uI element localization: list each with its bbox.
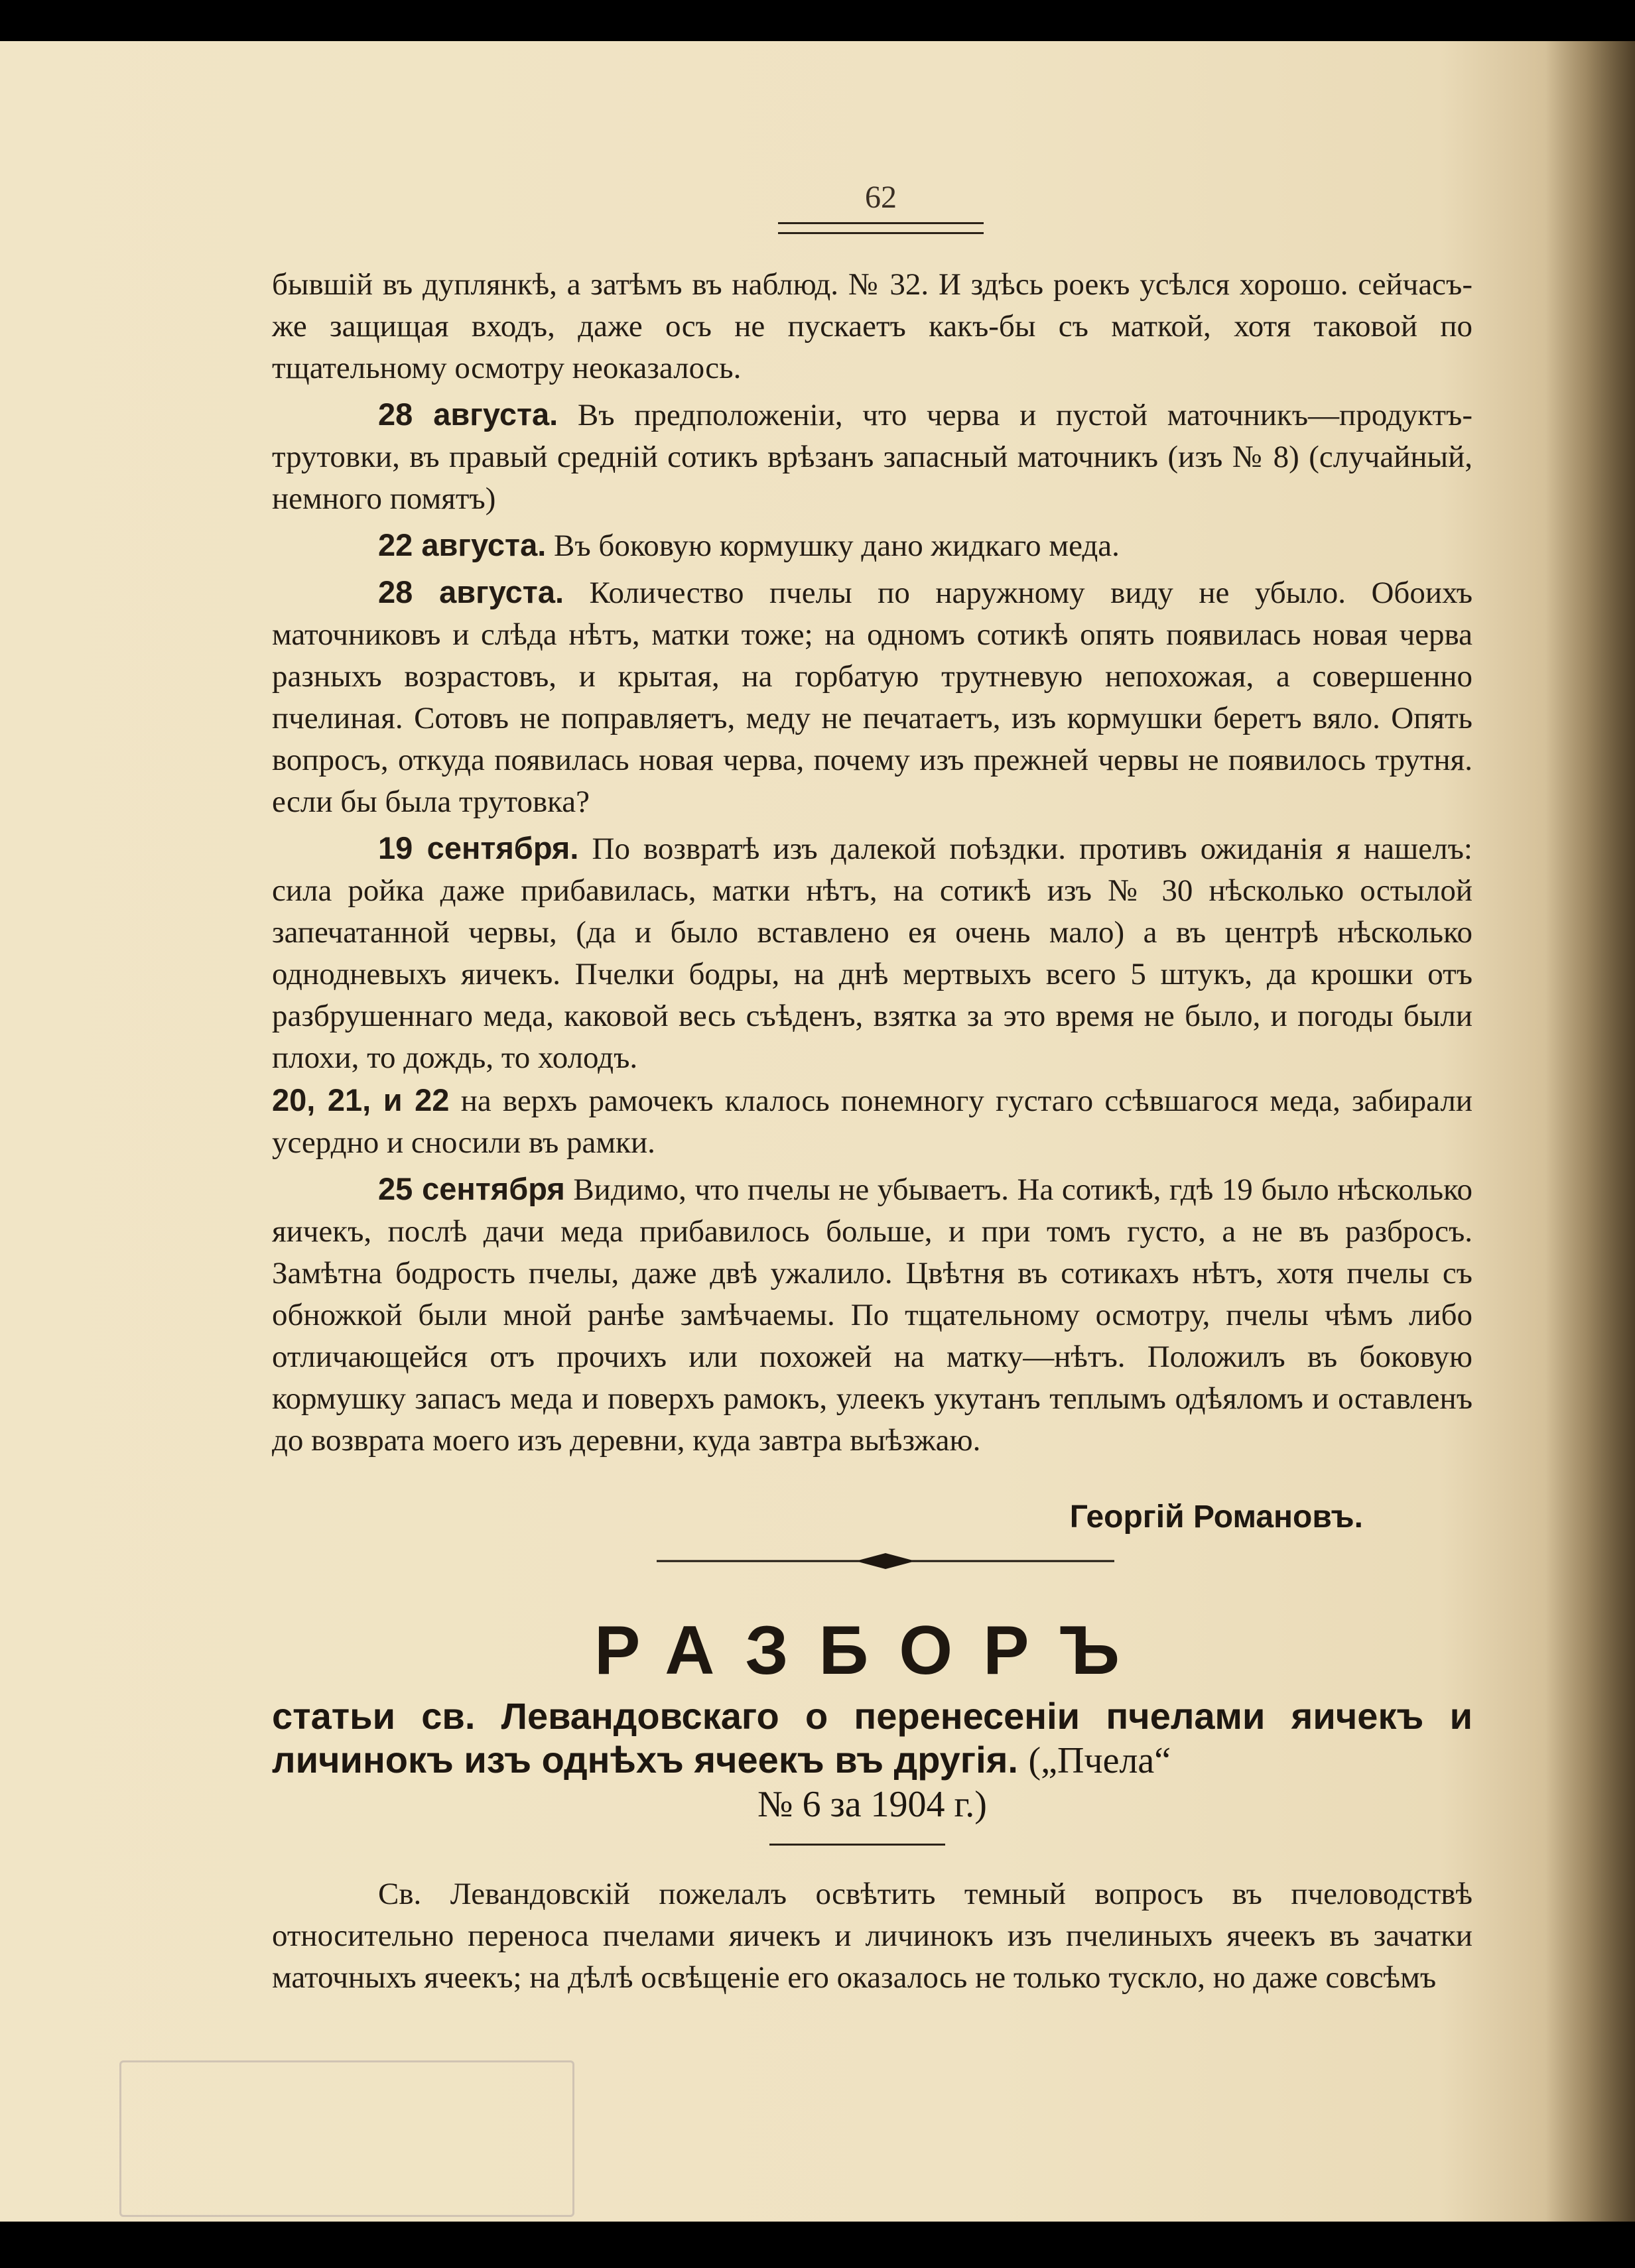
- paragraph: [272, 524, 1472, 567]
- paragraph-text: Въ боковую кормушку дано жидкаго меда.: [554, 529, 1120, 563]
- page-edge-shadow: [1545, 41, 1635, 2222]
- paragraph: [272, 1079, 1472, 1164]
- subtitle-source: („Пчела“: [1028, 1740, 1171, 1781]
- page-number: 62: [865, 180, 897, 215]
- faded-library-stamp: [119, 2060, 574, 2217]
- subtitle-issue: № 6 за 1904 г.): [757, 1784, 987, 1825]
- paragraph: [272, 264, 1472, 389]
- article-body: [272, 1873, 1472, 1999]
- paragraph: [272, 1168, 1472, 1462]
- article-paragraph: Св. Левандовскій пожелалъ освѣтить темный вопросъ въ пчеловодствѣ относительно переноса пчелами яичекъ и личинокъ изъ пчелиныхъ ячеекъ въ зачатки маточныхъ ячеекъ; на дѣлѣ освѣщеніе его оказалось не только тускло, но даже совсѣмъ: [272, 1877, 1472, 1995]
- entry-date: 28 августа.: [378, 397, 558, 432]
- paragraph-text: Количество пчелы по наружному виду не убыло. Обоихъ маточниковъ и слѣда нѣтъ, матки тоже; на одномъ сотикѣ опять появилась новая черва разныхъ возрастовъ, и крытая, на горбатую трутневую непохожая, а совершенно пчелиная. Сотовъ не поправляетъ, меду не печатаетъ, изъ кормушки беретъ вяло. Опять вопросъ, откуда появилась новая черва, почему изъ прежней червы не появилось трутня. если бы была трутовка?: [272, 576, 1472, 819]
- author-signature: Георгій Романовъ.: [1069, 1499, 1363, 1535]
- diamond-rule-ornament: [657, 1548, 1114, 1574]
- section-subtitle: [272, 1694, 1472, 1826]
- section-title: РАЗБОРЪ: [594, 1612, 1150, 1689]
- subtitle-main: статьи св. Левандовскаго о перенесеніи пчелами яичекъ и личинокъ изъ однѣхъ ячеекъ въ другія.: [272, 1695, 1472, 1781]
- paragraph-text: на верхъ рамочекъ клалось понемногу густаго ссѣвшагося меда, забирали усердно и сносили въ рамки.: [272, 1084, 1472, 1160]
- entry-date: 28 августа.: [378, 574, 564, 609]
- paragraph: [272, 393, 1472, 520]
- entry-date: 19 сентября.: [378, 830, 579, 865]
- entry-date: 20, 21, и 22: [272, 1082, 450, 1117]
- paragraph-text: По возвратѣ изъ далекой поѣздки. противъ ожиданія я нашелъ: сила ройка даже прибавилась, матки нѣтъ, на сотикѣ изъ № 30 нѣсколько остылой запечатанной червы, (да и было вставлено ея очень мало) а въ центрѣ нѣсколько однодневыхъ яичекъ. Пчелки бодры, на днѣ мертвыхъ всего 5 штукъ, да крошки отъ разбрушеннаго меда, каковой весь съѣденъ, взятка за это время не было, и погоды были плохи, то дождь, то холодъ.: [272, 832, 1472, 1075]
- paragraph-text: бывшій въ дуплянкѣ, а затѣмъ въ наблюд. № 32. И здѣсь роекъ усѣлся хорошо. сейчасъ-же защищая входъ, даже осъ не пускаетъ какъ-бы съ маткой, хотя таковой по тщательному осмотру неоказалось.: [272, 267, 1472, 385]
- entry-date: 22 августа.: [378, 527, 547, 562]
- paragraph-text: Видимо, что пчелы не убываетъ. На сотикѣ, гдѣ 19 было нѣсколько яичекъ, послѣ дачи меда прибавилось больше, и при томъ густо, а не въ разбросъ. Замѣтна бодрость пчелы, даже двѣ ужалило. Цвѣтня въ сотикахъ нѣтъ, хотя пчелы съ обножкой были мной ранѣе замѣчаемы. По тщательному осмотру, пчелы чѣмъ либо отличающейся отъ прочихъ или похожей на матку—нѣтъ. Положилъ въ боковую кормушку запасъ меда и поверхъ рамокъ, улеекъ укутанъ теплымъ одѣяломъ и оставленъ до возврата моего изъ деревни, куда завтра выѣзжаю.: [272, 1172, 1472, 1458]
- paragraph: [272, 827, 1472, 1079]
- header-double-rule: [778, 222, 984, 234]
- subtitle-rule: [769, 1844, 945, 1846]
- diary-entries: [272, 264, 1472, 1466]
- paragraph-text: Въ предположеніи, что черва и пустой маточникъ—продуктъ-трутовки, въ правый средній сотикъ врѣзанъ запасный маточникъ (изъ № 8) (случайный, немного помятъ): [272, 398, 1472, 516]
- paragraph: [272, 571, 1472, 823]
- entry-date: 25 сентября: [378, 1171, 565, 1206]
